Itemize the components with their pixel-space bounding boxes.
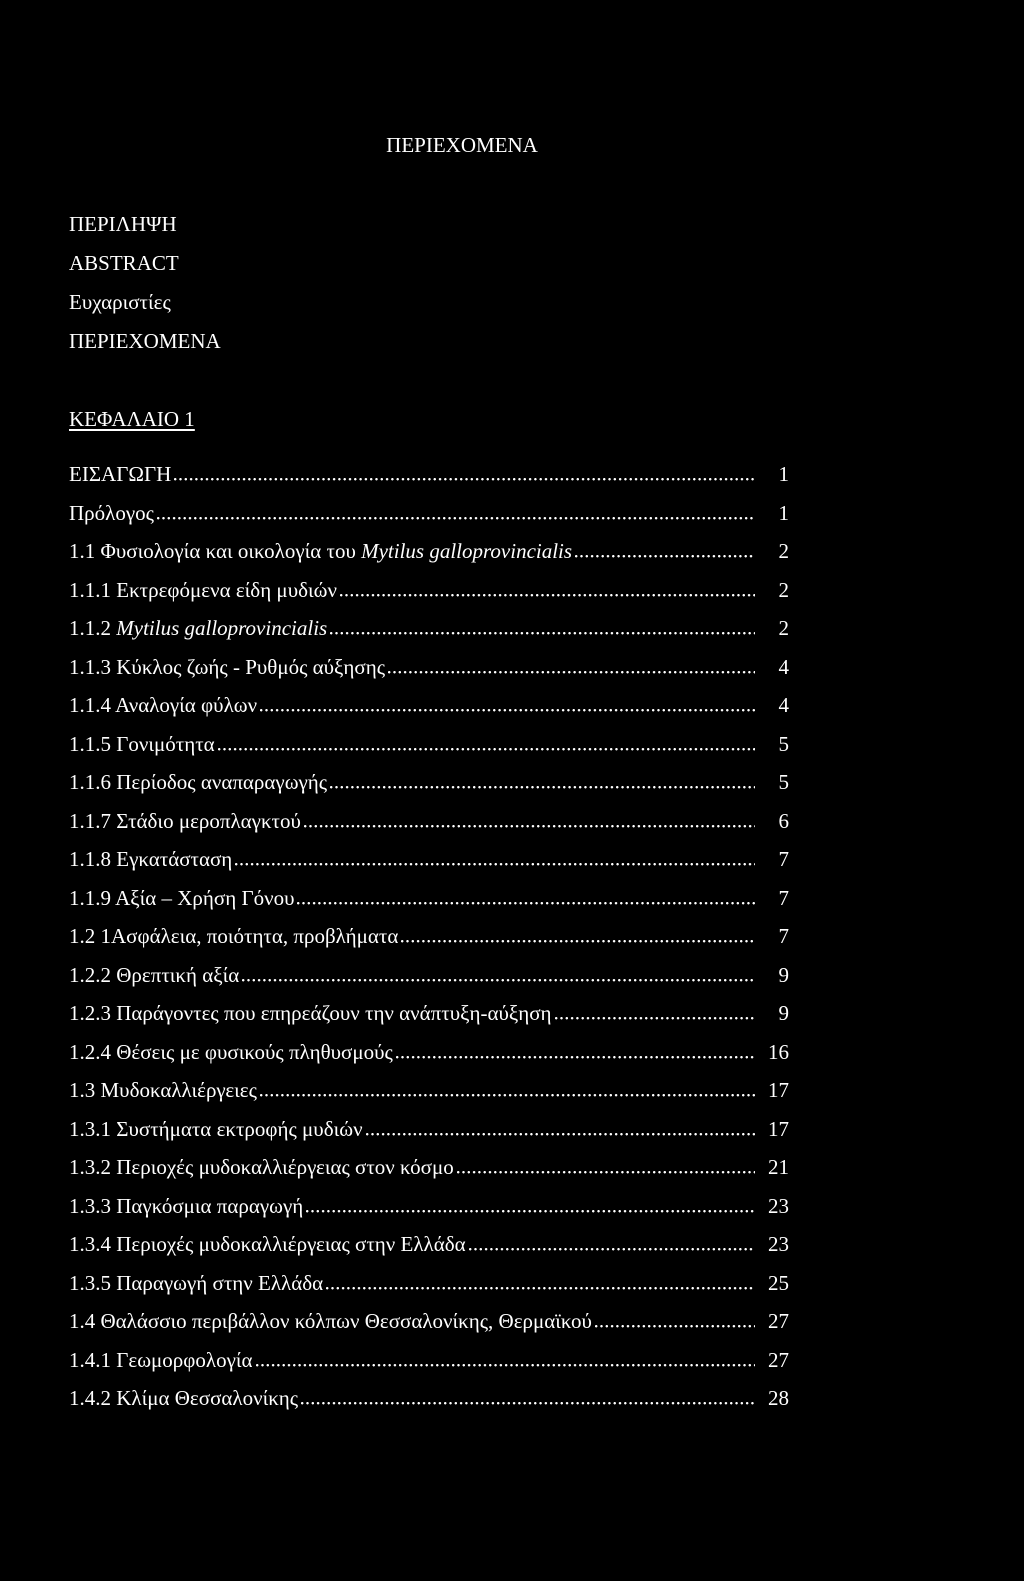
toc-entry-text: 1.3.4 Περιοχές μυδοκαλλιέργειας στην Ελλάδα [69,1232,466,1256]
toc-entry-text: 1.4.1 Γεωμορφολογία [69,1347,253,1372]
toc-entry-text: 1.1.1 Εκτρεφόμενα είδη μυδιών [69,577,337,602]
toc-entry-italic-text: Mytilus galloprovincialis [116,616,328,640]
toc-entry[interactable] [69,1115,789,1154]
toc-entry-title [69,1038,393,1066]
toc-entry[interactable] [69,1346,789,1385]
toc-page-number: 7 [778,847,789,871]
toc-entry[interactable] [69,1192,789,1231]
toc-entry-text: 1.1.4 Αναλογία φύλων [69,693,258,717]
toc-page-number: 21 [768,1155,789,1179]
toc-entry-text: 1.1.2 [69,616,117,640]
toc-entry-title [69,768,327,796]
toc-entry[interactable] [69,1269,789,1308]
toc-entry-text: 1.1.3 Κύκλος ζωής - Ρυθμός αύξησης [69,654,386,679]
dot-leader [297,893,755,905]
dot-leader [330,623,755,635]
toc-entry[interactable] [69,1230,789,1269]
toc-entry-title [69,653,385,681]
toc-entry-title [69,1115,363,1143]
toc-entry-title [69,999,552,1027]
dot-leader [575,546,755,558]
toc-page-number: 4 [778,693,789,717]
toc-entry[interactable] [69,614,789,653]
toc-page-number: 27 [768,1309,789,1333]
toc-entry-text: 1.1.7 Στάδιο μεροπλαγκτού [69,808,301,833]
dot-leader [457,1162,755,1174]
toc-page-number: 23 [768,1193,789,1218]
toc-page-number: 7 [778,885,789,910]
toc-list [69,460,789,1423]
toc-entry[interactable] [69,691,789,730]
toc-entry-title [69,1384,298,1412]
toc-page-number: 23 [768,1232,789,1256]
toc-entry[interactable] [69,537,789,576]
dot-leader [366,1124,755,1136]
toc-page-number: 27 [768,1347,789,1372]
dot-leader [301,1393,755,1405]
toc-page-number: 1 [778,500,789,525]
toc-entry-title [69,1269,323,1297]
toc-entry-title [69,884,294,912]
toc-page-number: 17 [768,1116,789,1141]
toc-entry[interactable] [69,576,789,615]
dot-leader [326,1278,755,1290]
dot-leader [304,816,755,828]
toc-page-number: 2 [778,539,789,563]
dot-leader [595,1316,755,1328]
toc-entry[interactable] [69,961,789,1000]
toc-entry-text: 1.3.5 Παραγωγή στην Ελλάδα [69,1270,324,1295]
toc-entry[interactable] [69,1038,789,1077]
toc-entry-title [69,614,327,642]
toc-page-number: 2 [778,616,789,640]
toc-entry[interactable] [69,768,789,807]
toc-entry-text: 1.2 1Ασφάλεια, ποιότητα, προβλήματα [69,924,399,948]
toc-entry-text: 1.4 Θαλάσσιο περιβάλλον κόλπων Θεσσαλονίκης, Θερμαϊκού [69,1309,592,1333]
front-matter-list [69,210,221,366]
toc-entry[interactable] [69,845,789,884]
toc-entry[interactable] [69,999,789,1038]
front-matter-item[interactable]: Ευχαριστίες [69,290,171,314]
toc-entry-text: 1.1 Φυσιολογία και οικολογία του [69,539,362,563]
toc-entry-title [69,922,398,950]
toc-entry[interactable] [69,653,789,692]
toc-entry[interactable] [69,460,789,499]
toc-entry-title [69,730,215,758]
toc-entry-text: 1.4.2 Κλίμα Θεσσαλονίκης [69,1386,299,1410]
toc-entry-title [69,576,337,604]
toc-entry-text: 1.1.6 Περίοδος αναπαραγωγής [69,770,328,794]
dot-leader [340,585,755,597]
toc-page-number: 4 [778,654,789,679]
front-matter-item[interactable]: ΠΕΡΙΛΗΨΗ [69,212,177,236]
toc-entry-title [69,1192,303,1220]
toc-page-number: 7 [778,924,789,948]
dot-leader [256,1355,755,1367]
toc-entry-text: 1.3.1 Συστήματα εκτροφής μυδιών [69,1116,363,1141]
dot-leader [157,508,755,520]
dot-leader [242,970,755,982]
toc-page-number: 16 [768,1039,789,1064]
toc-entry[interactable] [69,1307,789,1346]
toc-page-number: 9 [778,962,789,987]
chapter-heading[interactable]: ΚΕΦΑΛΑΙΟ 1 [69,407,195,431]
toc-entry-title [69,537,572,565]
toc-entry-title [69,691,257,719]
toc-entry-title [69,807,301,835]
toc-entry-text: Πρόλογος [69,500,154,525]
toc-entry[interactable] [69,807,789,846]
toc-page-number: 2 [778,577,789,602]
toc-page-number: 1 [778,462,789,486]
page-title: ΠΕΡΙΕΧΟΜΕΝΑ [386,133,538,157]
dot-leader [306,1201,755,1213]
toc-entry-title [69,1153,454,1181]
toc-entry-title [69,460,171,488]
front-matter-item[interactable]: ΠΕΡΙΕΧΟΜΕΝΑ [69,329,221,353]
dot-leader [260,700,755,712]
dot-leader [469,1239,755,1251]
toc-entry-title [69,499,154,527]
toc-page-number: 6 [778,808,789,833]
toc-page-number: 9 [778,1001,789,1025]
toc-entry-text: 1.1.9 Αξία – Χρήση Γόνου [69,885,295,910]
toc-entry-text: 1.3 Μυδοκαλλιέργειες [69,1078,257,1102]
toc-entry[interactable] [69,1384,789,1423]
toc-entry-title [69,1076,257,1104]
toc-entry-text: 1.3.3 Παγκόσμια παραγωγή [69,1193,304,1218]
dot-leader [388,662,755,674]
dot-leader [174,469,755,481]
toc-entry[interactable] [69,730,789,769]
toc-entry-text: 1.3.2 Περιοχές μυδοκαλλιέργειας στον κόσμο [69,1155,454,1179]
toc-page-number: 17 [768,1078,789,1102]
front-matter-item[interactable]: ABSTRACT [69,251,179,275]
toc-entry[interactable] [69,499,789,538]
toc-entry-italic-text: Mytilus galloprovincialis [361,539,573,563]
toc-entry-title [69,1346,253,1374]
toc-entry[interactable] [69,922,789,961]
dot-leader [396,1047,755,1059]
toc-entry-text: 1.1.5 Γονιμότητα [69,731,215,756]
toc-page-number: 5 [778,731,789,756]
dot-leader [555,1008,756,1020]
toc-entry-text: 1.2.4 Θέσεις με φυσικούς πληθυσμούς [69,1039,393,1064]
toc-entry-text: 1.2.2 Θρεπτική αξία [69,962,240,987]
dot-leader [401,931,755,943]
dot-leader [330,777,755,789]
toc-entry-title [69,1307,592,1335]
toc-entry-title [69,961,239,989]
toc-entry-text: 1.1.8 Εγκατάσταση [69,847,233,871]
toc-entry[interactable] [69,1076,789,1115]
dot-leader [235,854,755,866]
toc-entry-title [69,1230,466,1258]
toc-entry[interactable] [69,884,789,923]
toc-page-number: 25 [768,1270,789,1295]
toc-page-number: 28 [768,1386,789,1410]
toc-entry[interactable] [69,1153,789,1192]
toc-entry-text: 1.2.3 Παράγοντες που επηρεάζουν την ανάπτυξη-αύξηση [69,1001,552,1025]
dot-leader [218,739,755,751]
dot-leader [260,1085,755,1097]
toc-entry-text: ΕΙΣΑΓΩΓΗ [69,462,172,486]
toc-entry-title [69,845,232,873]
toc-page-number: 5 [778,770,789,794]
